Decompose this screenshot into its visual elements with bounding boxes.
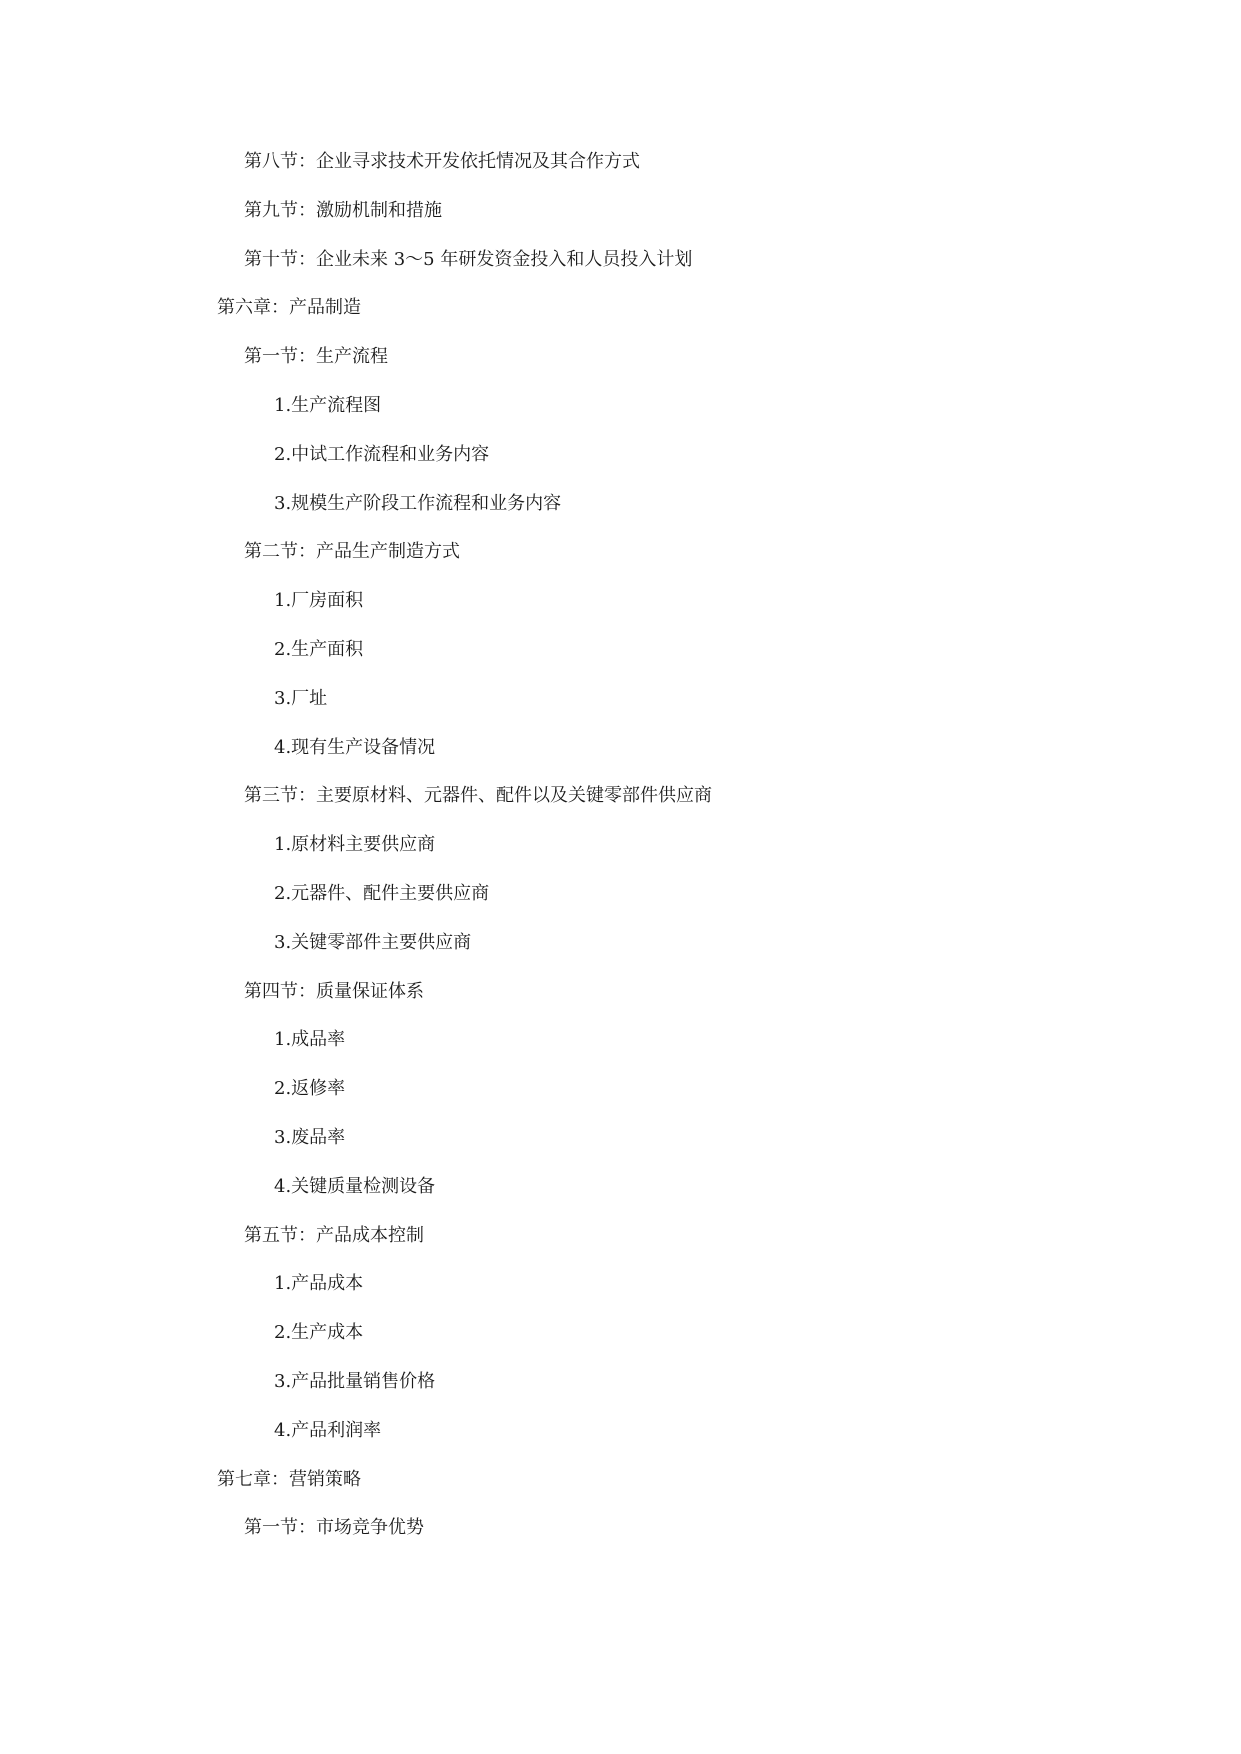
table-of-contents: [0, 152, 1241, 1567]
toc-section: 第五节：产品成本控制: [244, 1224, 424, 1246]
toc-item: 1.厂房面积: [274, 590, 364, 612]
toc-item: 3.关键零部件主要供应商: [274, 931, 472, 953]
toc-item: 2.返修率: [274, 1078, 346, 1100]
toc-item: 2.生产面积: [274, 638, 364, 660]
toc-section: 第八节：企业寻求技术开发依托情况及其合作方式: [244, 151, 640, 172]
toc-item: 2.元器件、配件主要供应商: [274, 882, 490, 904]
toc-item: 3.废品率: [274, 1126, 346, 1148]
toc-section: 第一节：生产流程: [244, 346, 388, 368]
toc-item: 1.成品率: [274, 1029, 346, 1051]
toc-item: 1.产品成本: [274, 1273, 364, 1295]
toc-item: 2.生产成本: [274, 1322, 364, 1344]
toc-section: 第一节：市场竞争优势: [244, 1517, 424, 1539]
toc-section: 第十节：企业未来 3～5 年研发资金投入和人员投入计划: [244, 248, 693, 270]
toc-section: 第九节：激励机制和措施: [244, 199, 442, 221]
toc-item: 4.产品利润率: [274, 1419, 382, 1441]
toc-item: 4.关键质量检测设备: [274, 1175, 436, 1197]
toc-chapter: 第七章：营销策略: [217, 1468, 361, 1490]
toc-section: 第四节：质量保证体系: [244, 980, 424, 1002]
toc-item: 3.厂址: [274, 687, 328, 709]
toc-item: 2.中试工作流程和业务内容: [274, 443, 490, 465]
toc-section: 第二节：产品生产制造方式: [244, 541, 460, 563]
toc-item: 1.生产流程图: [274, 394, 382, 416]
toc-item: 3.规模生产阶段工作流程和业务内容: [274, 492, 562, 514]
toc-chapter: 第六章：产品制造: [217, 297, 361, 319]
toc-section: 第三节：主要原材料、元器件、配件以及关键零部件供应商: [244, 785, 712, 807]
toc-item: 1.原材料主要供应商: [274, 834, 436, 856]
toc-item: 3.产品批量销售价格: [274, 1370, 436, 1392]
toc-item: 4.现有生产设备情况: [274, 736, 436, 758]
